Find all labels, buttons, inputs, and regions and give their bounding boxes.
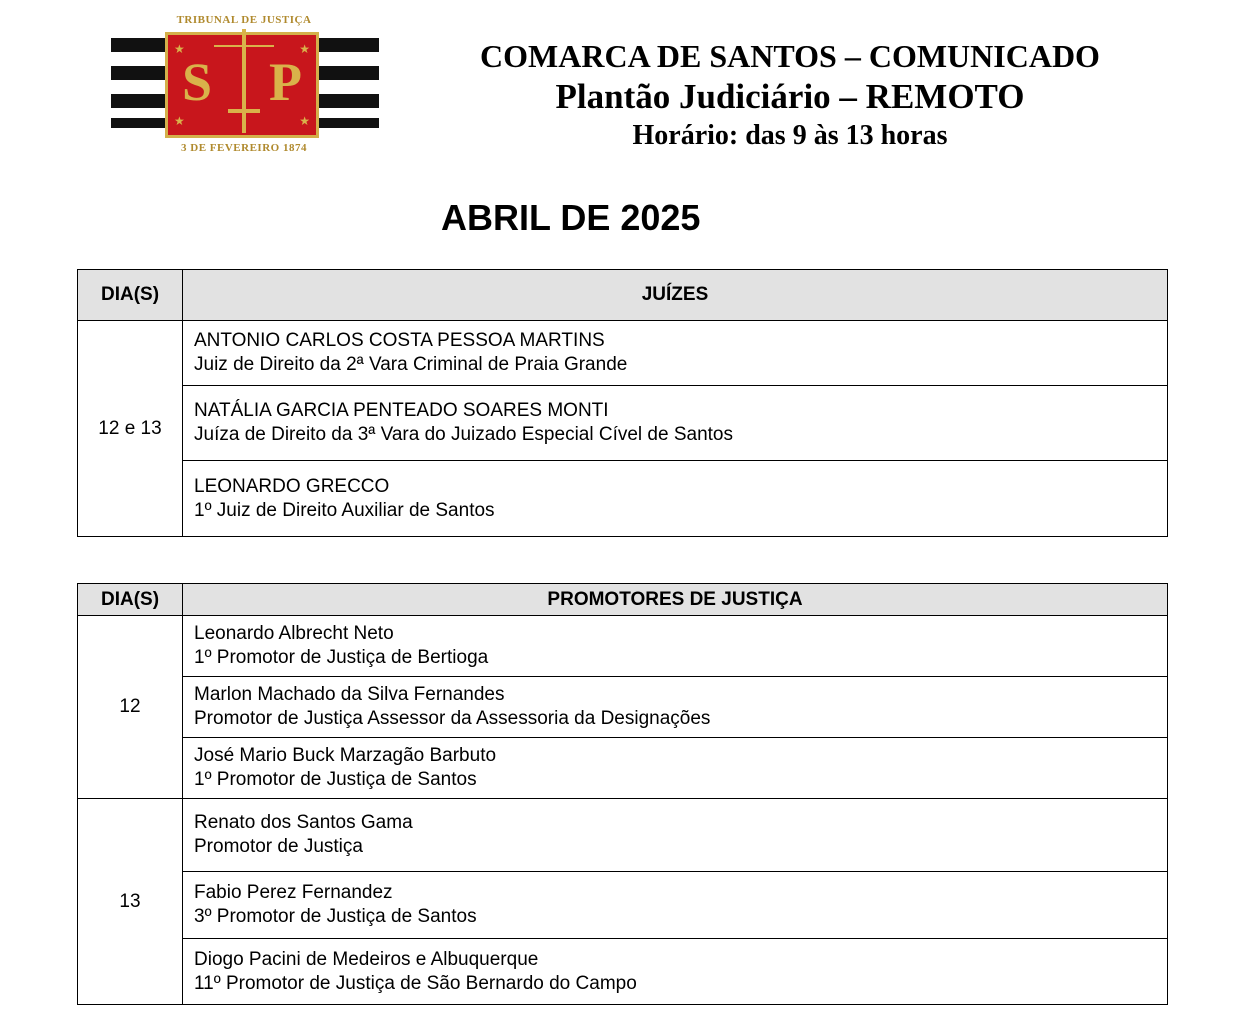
header-line-3: Horário: das 9 às 13 horas bbox=[632, 120, 948, 151]
person-role: Juíza de Direito da 3ª Vara do Juizado Especial Cível de Santos bbox=[194, 424, 733, 445]
person-role: 1º Juiz de Direito Auxiliar de Santos bbox=[194, 499, 495, 521]
person-name: Diogo Pacini de Medeiros e Albuquerque bbox=[194, 948, 539, 970]
table-header-row bbox=[78, 270, 1168, 321]
day-cell: 13 bbox=[78, 799, 183, 1005]
person-name: José Mario Buck Marzagão Barbuto bbox=[194, 745, 497, 766]
logo-bottom-text: 3 DE FEVEREIRO 1874 bbox=[181, 142, 307, 154]
header-line-2: Plantão Judiciário – REMOTO bbox=[555, 77, 1025, 116]
person-role: Promotor de Justiça Assessor da Assessoria da Designações bbox=[194, 708, 711, 729]
table-row bbox=[78, 872, 1168, 939]
table-row bbox=[78, 939, 1168, 1005]
judges-table bbox=[77, 269, 1168, 537]
person-cell bbox=[183, 872, 1168, 939]
table-row bbox=[78, 677, 1168, 738]
logo-top-text: TRIBUNAL DE JUSTIÇA bbox=[176, 14, 312, 26]
person-role: 1º Promotor de Justiça de Santos bbox=[194, 769, 477, 790]
prosecutors-table bbox=[77, 583, 1168, 1005]
column-header-judges: JUÍZES bbox=[183, 270, 1168, 321]
person-name: LEONARDO GRECCO bbox=[194, 475, 390, 497]
person-name: Renato dos Santos Gama bbox=[194, 812, 413, 833]
person-cell bbox=[183, 616, 1168, 677]
person-name: ANTONIO CARLOS COSTA PESSOA MARTINS bbox=[194, 330, 605, 351]
column-header-prosecutors: PROMOTORES DE JUSTIÇA bbox=[183, 584, 1168, 616]
tjsp-logo bbox=[108, 14, 380, 158]
person-name: Leonardo Albrecht Neto bbox=[194, 623, 394, 644]
person-cell bbox=[183, 738, 1168, 799]
sword-guard bbox=[228, 109, 260, 113]
month-title: ABRIL DE 2025 bbox=[441, 197, 701, 238]
table-row bbox=[78, 799, 1168, 872]
table-row bbox=[78, 461, 1168, 537]
person-cell bbox=[183, 386, 1168, 461]
person-role: Promotor de Justiça bbox=[194, 836, 363, 857]
person-role: 1º Promotor de Justiça de Bertioga bbox=[194, 647, 489, 668]
table-row bbox=[78, 321, 1168, 386]
person-role: Juiz de Direito da 2ª Vara Criminal de Praia Grande bbox=[194, 354, 628, 375]
day-cell: 12 bbox=[78, 616, 183, 799]
header-line-1: COMARCA DE SANTOS – COMUNICADO bbox=[480, 38, 1100, 74]
day-cell: 12 e 13 bbox=[78, 321, 183, 537]
person-cell bbox=[183, 799, 1168, 872]
table-header-row bbox=[78, 584, 1168, 616]
table-row bbox=[78, 616, 1168, 677]
person-role: 3º Promotor de Justiça de Santos bbox=[194, 906, 477, 927]
person-name: Fabio Perez Fernandez bbox=[194, 882, 393, 903]
table-row bbox=[78, 738, 1168, 799]
sword-icon bbox=[242, 29, 246, 133]
column-header-days: DIA(S) bbox=[78, 584, 183, 616]
table-row bbox=[78, 386, 1168, 461]
person-cell bbox=[183, 939, 1168, 1005]
logo-shield: ★ ★ ★ ★ S P bbox=[165, 32, 319, 138]
logo-letter-p: P bbox=[269, 52, 302, 112]
person-cell bbox=[183, 461, 1168, 537]
logo-letter-s: S bbox=[182, 52, 213, 112]
person-cell bbox=[183, 321, 1168, 386]
person-name: Marlon Machado da Silva Fernandes bbox=[194, 684, 505, 705]
column-header-days: DIA(S) bbox=[78, 270, 183, 321]
person-cell bbox=[183, 677, 1168, 738]
person-role: 11º Promotor de Justiça de São Bernardo do Campo bbox=[194, 972, 637, 994]
person-name: NATÁLIA GARCIA PENTEADO SOARES MONTI bbox=[194, 400, 609, 421]
document-header bbox=[440, 36, 1140, 154]
